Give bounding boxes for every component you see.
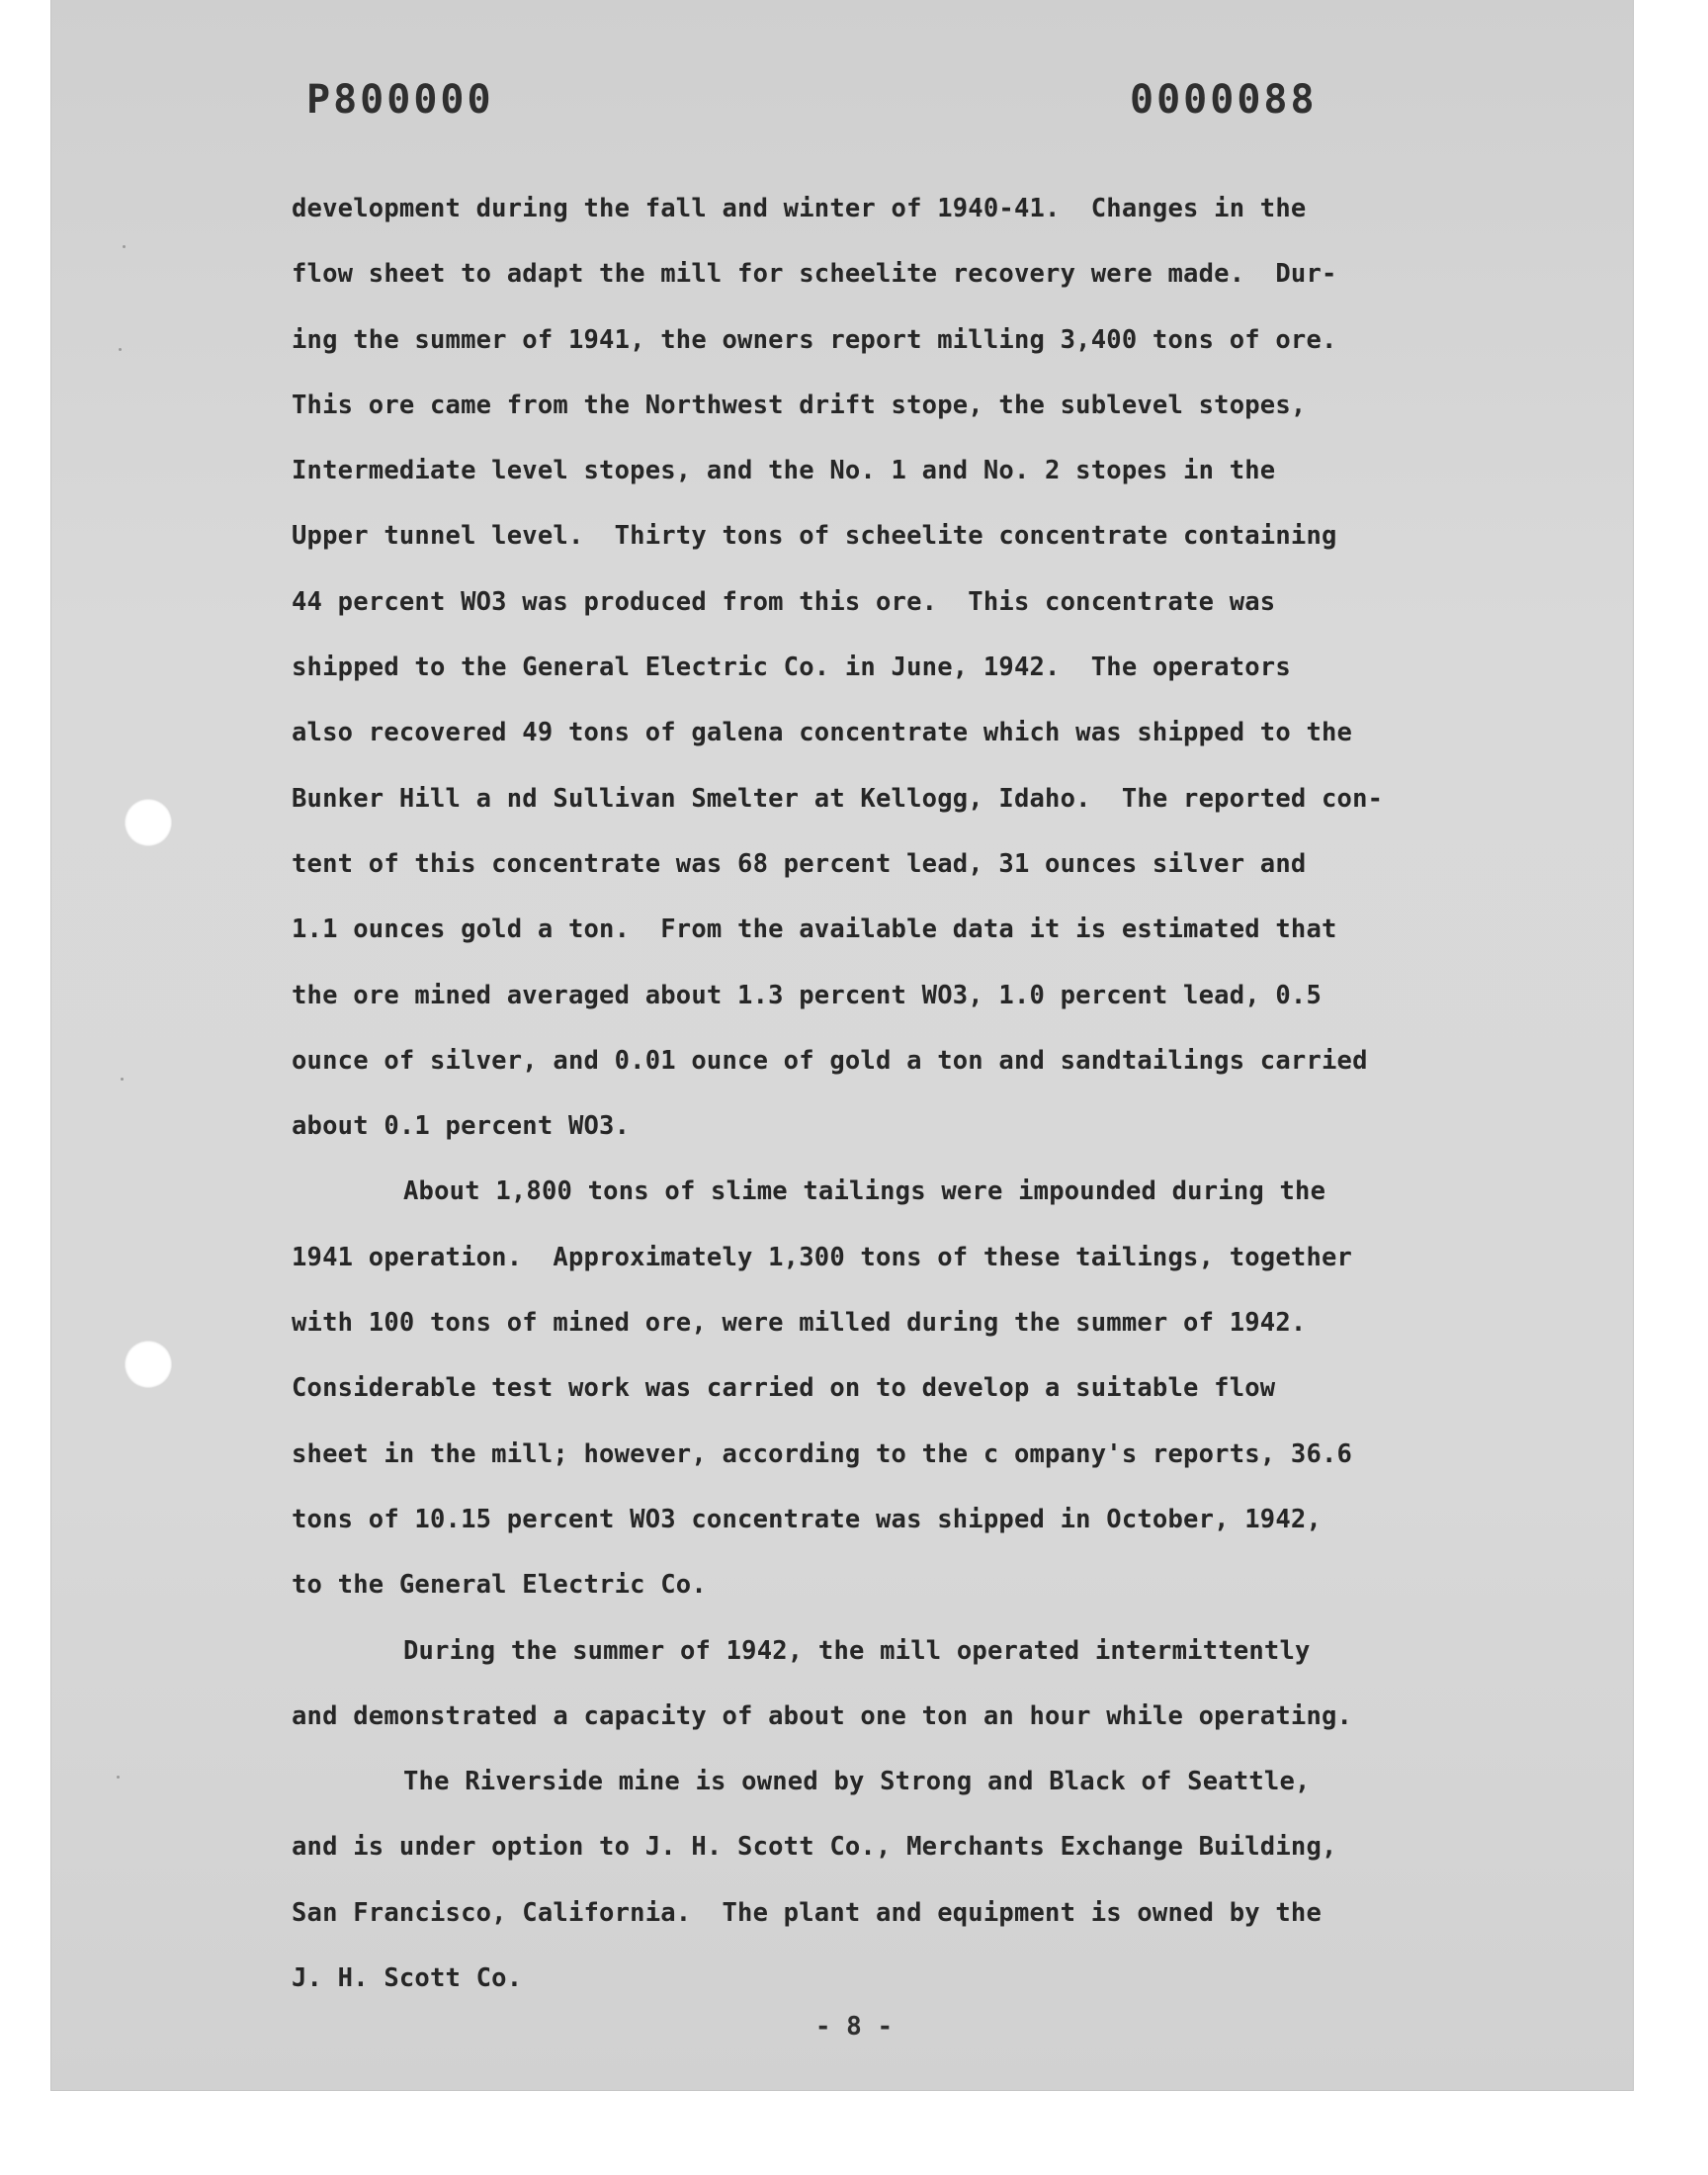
paper-speck bbox=[119, 348, 122, 351]
text-line: Intermediate level stopes, and the No. 1 and No. 2 stopes in the bbox=[292, 456, 1276, 486]
text-line: ing the summer of 1941, the owners report milling 3,400 tons of ore. bbox=[292, 324, 1337, 355]
text-line: Upper tunnel level. Thirty tons of scheelite concentrate containing bbox=[292, 521, 1337, 552]
paragraph-start-line: The Riverside mine is owned by Strong and Black of Seattle, bbox=[403, 1767, 1311, 1797]
text-line: also recovered 49 tons of galena concentrate which was shipped to the bbox=[292, 718, 1353, 748]
text-line: the ore mined averaged about 1.3 percent WO3, 1.0 percent lead, 0.5 bbox=[292, 980, 1323, 1010]
text-line: Bunker Hill a nd Sullivan Smelter at Kellogg, Idaho. The reported con- bbox=[292, 783, 1384, 814]
text-line: 1.1 ounces gold a ton. From the available data it is estimated that bbox=[292, 914, 1337, 945]
text-line: This ore came from the Northwest drift stope, the sublevel stopes, bbox=[292, 390, 1307, 420]
text-line: San Francisco, California. The plant and equipment is owned by the bbox=[292, 1897, 1323, 1928]
paper-speck bbox=[117, 1776, 120, 1779]
text-line: 44 percent WO3 was produced from this ore. This concentrate was bbox=[292, 586, 1276, 617]
text-line: and demonstrated a capacity of about one ton an hour while operating. bbox=[292, 1700, 1353, 1731]
document-id-right: 0000088 bbox=[1130, 77, 1318, 123]
text-line: about 0.1 percent WO3. bbox=[292, 1111, 631, 1142]
text-line: flow sheet to adapt the mill for scheelite recovery were made. Dur- bbox=[292, 259, 1337, 290]
text-line: shipped to the General Electric Co. in June, 1942. The operators bbox=[292, 652, 1291, 683]
paragraph-start-line: About 1,800 tons of slime tailings were impounded during the bbox=[403, 1176, 1326, 1207]
body-text bbox=[292, 176, 1478, 2011]
page-number: - 8 - bbox=[814, 2012, 894, 2042]
text-line: ounce of silver, and 0.01 ounce of gold a ton and sandtailings carried bbox=[292, 1045, 1368, 1076]
text-line: to the General Electric Co. bbox=[292, 1570, 707, 1601]
paper-speck bbox=[123, 245, 126, 248]
document-id-left: P800000 bbox=[306, 77, 494, 123]
text-line: tons of 10.15 percent WO3 concentrate was shipped in October, 1942, bbox=[292, 1504, 1323, 1534]
text-line: tent of this concentrate was 68 percent lead, 31 ounces silver and bbox=[292, 848, 1307, 879]
text-line: J. H. Scott Co. bbox=[292, 1963, 523, 1994]
text-line: Considerable test work was carried on to develop a suitable flow bbox=[292, 1373, 1276, 1404]
punch-hole-lower bbox=[125, 1341, 172, 1388]
text-line: development during the fall and winter of 1940-41. Changes in the bbox=[292, 194, 1307, 223]
text-line: 1941 operation. Approximately 1,300 tons of these tailings, together bbox=[292, 1242, 1353, 1272]
paper-speck bbox=[121, 1078, 124, 1081]
punch-hole-upper bbox=[125, 799, 172, 846]
text-line: with 100 tons of mined ore, were milled during the summer of 1942. bbox=[292, 1308, 1307, 1339]
text-line: and is under option to J. H. Scott Co., Merchants Exchange Building, bbox=[292, 1832, 1337, 1863]
paragraph-start-line: During the summer of 1942, the mill operated intermittently bbox=[403, 1635, 1311, 1666]
text-line: sheet in the mill; however, according to the c ompany's reports, 36.6 bbox=[292, 1438, 1353, 1469]
